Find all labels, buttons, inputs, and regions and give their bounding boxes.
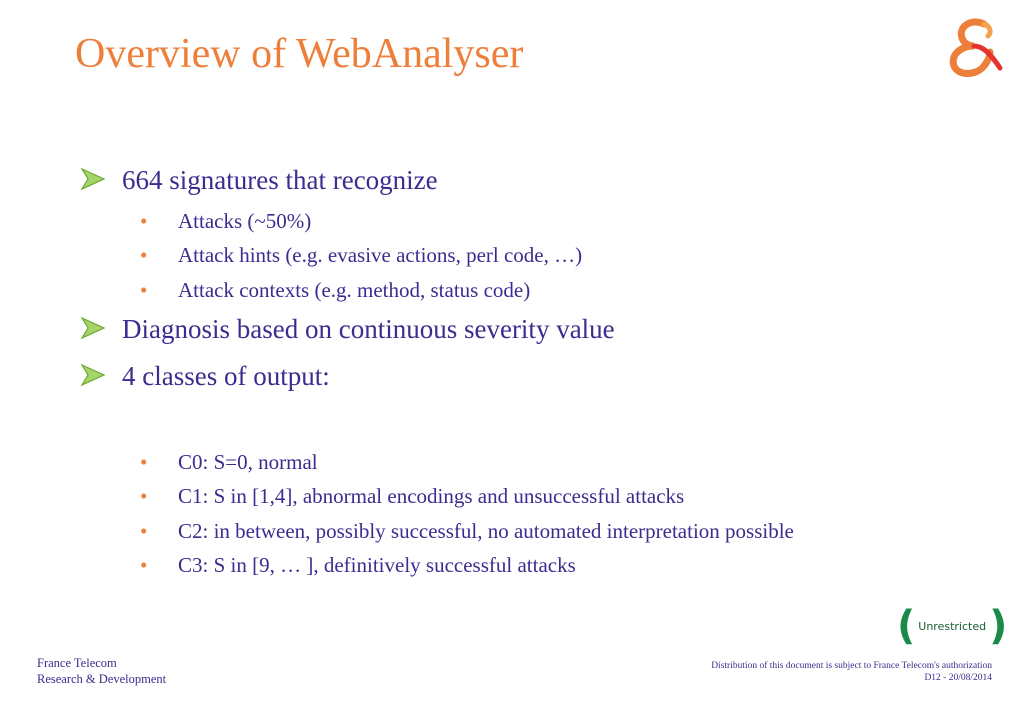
sub-bullet-text: Attacks (~50%) (178, 209, 312, 233)
sub-bullet-text: Attack hints (e.g. evasive actions, perl code, …) (178, 243, 583, 267)
footer-organization (37, 655, 166, 687)
green-arrow-bullet-icon (80, 166, 106, 192)
sub-bullet-text: Attack contexts (e.g. method, status code) (178, 278, 531, 302)
orange-dot-bullet-icon: • (140, 243, 148, 267)
orange-dot-bullet-icon: • (140, 450, 148, 474)
bullet-text: 4 classes of output: (122, 361, 330, 391)
footer-org-line1: France Telecom (37, 656, 117, 670)
green-arrow-bullet-icon (80, 315, 106, 341)
classification-label: Unrestricted (918, 619, 987, 633)
footer-org-line2: Research & Development (37, 672, 167, 686)
bullet-text: 664 signatures that recognize (122, 165, 438, 195)
slide-title: Overview of WebAnalyser (75, 31, 524, 77)
footer-distribution-notice: Distribution of this document is subject to France Telecom's authorization (711, 661, 992, 671)
sub-bullet-text: C0: S=0, normal (178, 450, 318, 474)
sub-bullet-text: C2: in between, possibly successful, no automated interpretation possible (178, 519, 794, 543)
orange-dot-bullet-icon: • (140, 553, 148, 577)
footer-distribution (711, 660, 992, 684)
orange-dot-bullet-icon: • (140, 484, 148, 508)
bullet-text: Diagnosis based on continuous severity value (122, 314, 615, 344)
footer-doc-ref: D12 - 20/08/2014 (924, 673, 992, 683)
france-telecom-logo-icon (944, 16, 1004, 78)
orange-dot-bullet-icon: • (140, 209, 148, 233)
sub-bullet-text: C3: S in [9, … ], definitively successful attacks (178, 553, 576, 577)
sub-bullet-text: C1: S in [1,4], abnormal encodings and unsuccessful attacks (178, 484, 685, 508)
right-paren-icon: ) (989, 603, 1008, 649)
left-paren-icon: ( (897, 603, 916, 649)
green-arrow-bullet-icon (80, 362, 106, 388)
orange-dot-bullet-icon: • (140, 519, 148, 543)
classification-badge (897, 603, 1008, 649)
orange-dot-bullet-icon: • (140, 278, 148, 302)
